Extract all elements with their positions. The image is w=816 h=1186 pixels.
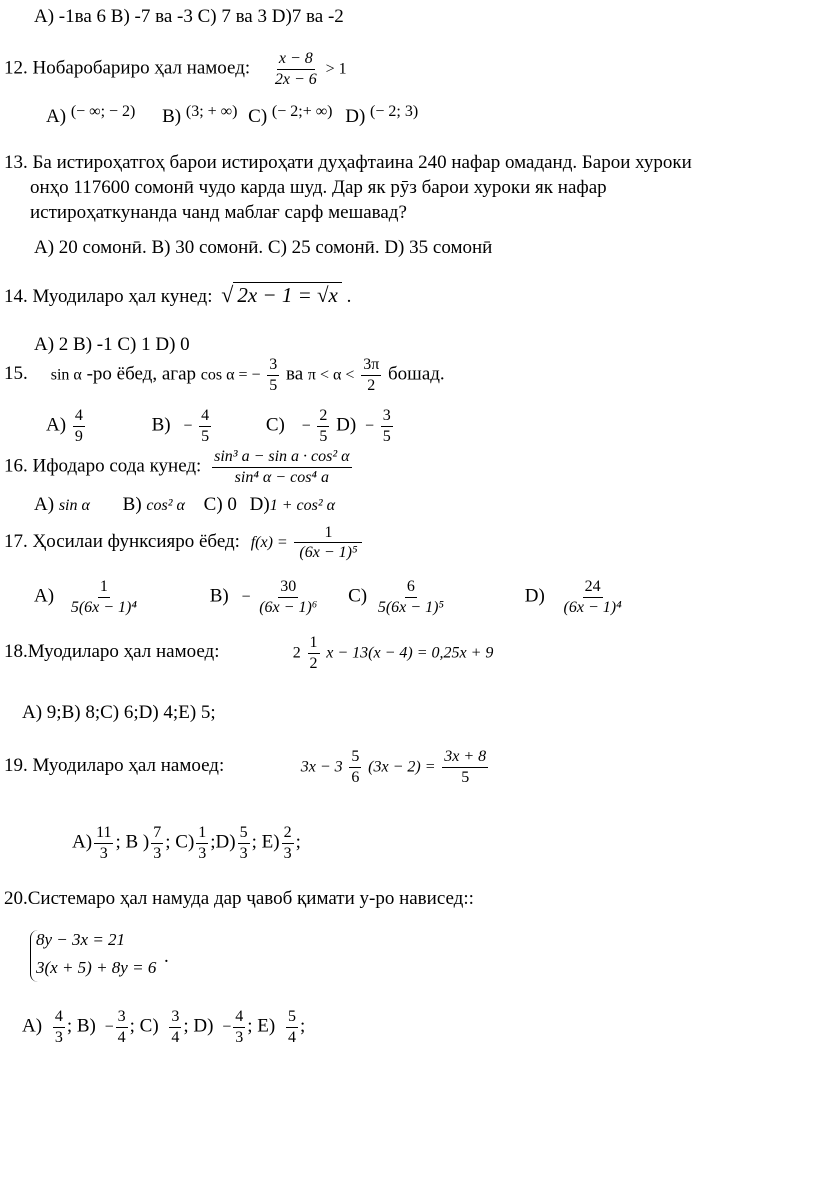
q16-text: 16. Ифодаро сода кунед: (4, 455, 202, 477)
q18-equation-rest: x − 13(x − 4) = 0,25x + 9 (326, 644, 494, 662)
q15-question (4, 356, 445, 394)
q17-a-den: 5(6x − 1)⁴ (70, 598, 137, 616)
q19-d-label: ;D) (210, 831, 236, 853)
q19-a-num: 11 (94, 824, 113, 844)
q15-cos-den: 5 (269, 376, 278, 394)
q20-b-num: 3 (116, 1008, 128, 1028)
q12-numerator: x − 8 (277, 50, 315, 70)
q15-c-num: 2 (317, 407, 329, 427)
q18-text: 18.Муодиларо ҳал намоед: (4, 641, 220, 663)
q17-c-num: 6 (405, 578, 417, 598)
q20-d-num: 4 (233, 1008, 245, 1028)
q17-d-num: 24 (583, 578, 603, 598)
q15-a-den: 9 (74, 427, 83, 445)
q16-denominator: sin⁴ α − cos⁴ a (234, 468, 329, 486)
q16-d-label: D) (249, 494, 270, 515)
q19-b-label: ; B ) (115, 831, 150, 853)
q16-answers (34, 494, 335, 517)
q19-question (4, 748, 490, 786)
q15-a-label: A) (46, 414, 67, 436)
q12-b-value: (3; + ∞) (185, 103, 238, 120)
q12-fraction (273, 50, 319, 88)
q20-e-num: 5 (286, 1008, 298, 1028)
q12-b-label: B) (162, 106, 182, 127)
q18-question (4, 634, 493, 672)
q20-b-label: ; B) (66, 1015, 96, 1037)
q20-c-num: 3 (169, 1008, 181, 1028)
q17-d-den: (6x − 1)⁴ (563, 598, 622, 616)
q12-text: 12. Нобаробариро ҳал намоед: (4, 57, 251, 79)
q17-a-num: 1 (98, 578, 110, 598)
q12-question (4, 50, 347, 88)
q20-end: ; (299, 1015, 306, 1037)
q14-radical: 2x − 1 = √x (233, 282, 342, 307)
q20-c-den: 4 (171, 1028, 180, 1046)
q17-answers: A) $\frac{1}{\text{5(6x − 1)⁴}}$ B) − $\frac{30}{\text{(6x − 1)⁶}}$ C) $\frac{6}{\text{5(6x − 1)⁵}}$ D) $\frac{24}{\text{(6x − 1)⁴}}$ (34, 578, 622, 616)
q20-a-label: A) (22, 1015, 43, 1037)
q13-answers: A) 20 сомонӣ. B) 30 сомонӣ. C) 25 сомонӣ. D) 35 сомонӣ (34, 237, 493, 258)
q15-pi-num: 3π (361, 356, 381, 376)
q17-d-label: D) (524, 585, 545, 607)
q19-text: 19. Муодиларо ҳал намоед: (4, 755, 225, 777)
q15-b-fraction (199, 407, 211, 445)
q19-e-num: 2 (282, 824, 294, 844)
q12-answers (46, 103, 419, 129)
q15-end: бошад. (388, 363, 445, 385)
q19-lhs2: (3x − 2) = (368, 758, 436, 776)
q17-b-den: (6x − 1)⁶ (259, 598, 318, 616)
q15-cos-num: 3 (267, 356, 279, 376)
q19-c-den: 3 (198, 844, 207, 862)
q13-line-1: 13. Ба истироҳатгоҳ барои истироҳати дуҳафтаина 240 нафар омаданд. Барои хуроки (4, 152, 692, 173)
q12-a-label: A) (46, 106, 67, 127)
q14-text: 14. Муодиларо ҳал кунед: (4, 286, 213, 307)
q15-b-num: 4 (199, 407, 211, 427)
q20-question: 20.Системаро ҳал намуда дар ҷавоб қимати y-ро нависед:: (4, 888, 474, 909)
q19-a-den: 3 (99, 844, 108, 862)
q17-c-den: 5(6x − 1)⁵ (377, 598, 444, 616)
q15-d-den: 5 (382, 427, 391, 445)
q17-question (4, 524, 364, 561)
q19-rhs-fraction (442, 748, 488, 786)
q12-a-value: (− ∞; − 2) (70, 103, 136, 120)
q20-a-num: 4 (53, 1008, 65, 1028)
q19-lhs1: 3x − 3 (300, 758, 343, 776)
q16-a-value: sin α (58, 497, 90, 514)
q17-b-label: B) (209, 585, 229, 607)
q19-end: ; (295, 831, 301, 853)
q15-pi: π < α < (307, 366, 355, 384)
q18-den: 2 (309, 654, 318, 672)
q15-va: ва (286, 363, 304, 385)
q15-a-num: 4 (73, 407, 85, 427)
q19-c-num: 1 (196, 824, 208, 844)
q17-c-fraction (376, 578, 446, 616)
q15-c-fraction (317, 407, 329, 445)
q15-answers: A) $\frac{4}{9}$ B) − $\frac{4}{5}$ C) − $\frac{2}{5}$ D) − $\frac{3}{5}$ (46, 407, 391, 445)
q20-d-fraction (233, 1008, 245, 1046)
q19-a-fraction (94, 824, 113, 862)
q14-answers: A) 2 B) -1 C) 1 D) 0 (34, 334, 190, 355)
q15-sin: sin α (50, 366, 82, 384)
q17-fx: f(x) = (250, 533, 288, 551)
q16-a-label: A) (34, 494, 55, 515)
q19-f-den: 6 (351, 768, 360, 786)
q20-e-label: ; E) (247, 1015, 276, 1037)
q15-mid: -ро ёбед, агар (86, 363, 196, 385)
q19-d-num: 5 (238, 824, 250, 844)
q16-question (4, 448, 354, 486)
q16-b-value: cos² α (146, 497, 185, 514)
q12-d-label: D) (345, 106, 366, 127)
q18-answers: A) 9;B) 8;C) 6;D) 4;E) 5; (22, 702, 216, 723)
q17-a-fraction (69, 578, 139, 616)
q19-answers (72, 824, 301, 862)
q20-b-den: 4 (117, 1028, 126, 1046)
q20-eq2: 3(x + 5) + 8y = 6 (36, 958, 157, 977)
q12-c-label: C) (248, 106, 268, 127)
q20-a-fraction (53, 1008, 65, 1046)
q20-a-den: 3 (54, 1028, 63, 1046)
q17-d-fraction (562, 578, 624, 616)
q20-c-fraction (169, 1008, 181, 1046)
q19-b-num: 7 (151, 824, 163, 844)
q17-b-fraction (257, 578, 319, 616)
q19-d-den: 3 (239, 844, 248, 862)
q20-b-fraction (116, 1008, 128, 1046)
q15-b-den: 5 (201, 427, 210, 445)
q15-number: 15. (4, 363, 28, 385)
q19-b-den: 3 (153, 844, 162, 862)
q15-c-den: 5 (319, 427, 328, 445)
q16-d-value: 1 + cos² α (269, 497, 336, 514)
q19-d-fraction (238, 824, 250, 862)
q19-e-den: 3 (283, 844, 292, 862)
q18-int: 2 (292, 644, 301, 662)
q13-line-3: истироҳаткунанда чанд маблағ сарф мешавад? (30, 202, 407, 223)
q17-b-num: 30 (278, 578, 298, 598)
q12-d-value: (− 2; 3) (370, 103, 419, 120)
q14-equation: √ 2x − 1 = √x (221, 282, 342, 309)
q17-c-label: C) (348, 585, 368, 607)
q19-r-num: 3x + 8 (442, 748, 488, 768)
q20-dot: . (164, 946, 169, 967)
q20-d-den: 3 (235, 1028, 244, 1046)
q12-c-value: (− 2;+ ∞) (271, 103, 333, 120)
q15-d-label: D) (336, 414, 357, 436)
q19-a-label: A) (72, 831, 93, 853)
q17-den: (6x − 1)⁵ (299, 543, 358, 561)
q13-line-2: онҳо 117600 сомонӣ чудо карда шуд. Дар як рӯз барои хуроки як нафар (30, 177, 607, 198)
q15-cos-fraction (267, 356, 279, 394)
q11-answers: A) -1ва 6 B) -7 ва -3 C) 7 ва 3 D)7 ва -2 (34, 6, 344, 27)
q15-a-fraction (73, 407, 85, 445)
q16-fraction (212, 448, 351, 486)
q16-b-label: B) (122, 494, 142, 515)
q15-d-fraction (381, 407, 393, 445)
q20-d-label: ; D) (183, 1015, 214, 1037)
q12-denominator: 2x − 6 (274, 70, 317, 88)
q17-a-label: A) (34, 585, 55, 607)
q19-f-num: 5 (349, 748, 361, 768)
q19-r-den: 5 (461, 768, 470, 786)
q19-c-fraction (196, 824, 208, 862)
q19-fraction (349, 748, 361, 786)
q17-text: 17. Ҳосилаи функсияро ёбед: (4, 530, 240, 552)
q16-c-label: C) 0 (203, 494, 237, 515)
q15-c-label: C) (265, 414, 285, 436)
q17-fraction (294, 524, 362, 561)
q15-d-num: 3 (381, 407, 393, 427)
q18-fraction (308, 634, 320, 672)
q14-question: 14. Муодиларо ҳал кунед: √ 2x − 1 = √x . (4, 282, 352, 307)
q19-e-fraction (282, 824, 294, 862)
q17-num: 1 (294, 524, 362, 543)
q20-e-fraction (286, 1008, 298, 1046)
q20-c-label: ; C) (129, 1015, 159, 1037)
q15-pi-den: 2 (367, 376, 376, 394)
q16-numerator: sin³ a − sin a · cos² α (212, 448, 351, 468)
q20-eq1: 8y − 3x = 21 (36, 930, 126, 949)
q20-answers: A) $\frac{4}{3}$ ; B) − $\frac{3}{4}$ ; C) $\frac{3}{4}$ ; D) − $\frac{4}{3}$ ; E) $\frac{5}{4}$ ; (22, 1008, 306, 1046)
q19-b-fraction (151, 824, 163, 862)
q15-b-label: B) (151, 414, 171, 436)
q15-cos: cos α = − (200, 366, 261, 384)
q12-relation: > 1 (325, 60, 347, 78)
q19-c-label: ; C) (165, 831, 195, 853)
q15-pi-fraction (361, 356, 381, 394)
q18-num: 1 (308, 634, 320, 654)
q20-e-den: 4 (287, 1028, 296, 1046)
q19-e-label: ; E) (251, 831, 280, 853)
